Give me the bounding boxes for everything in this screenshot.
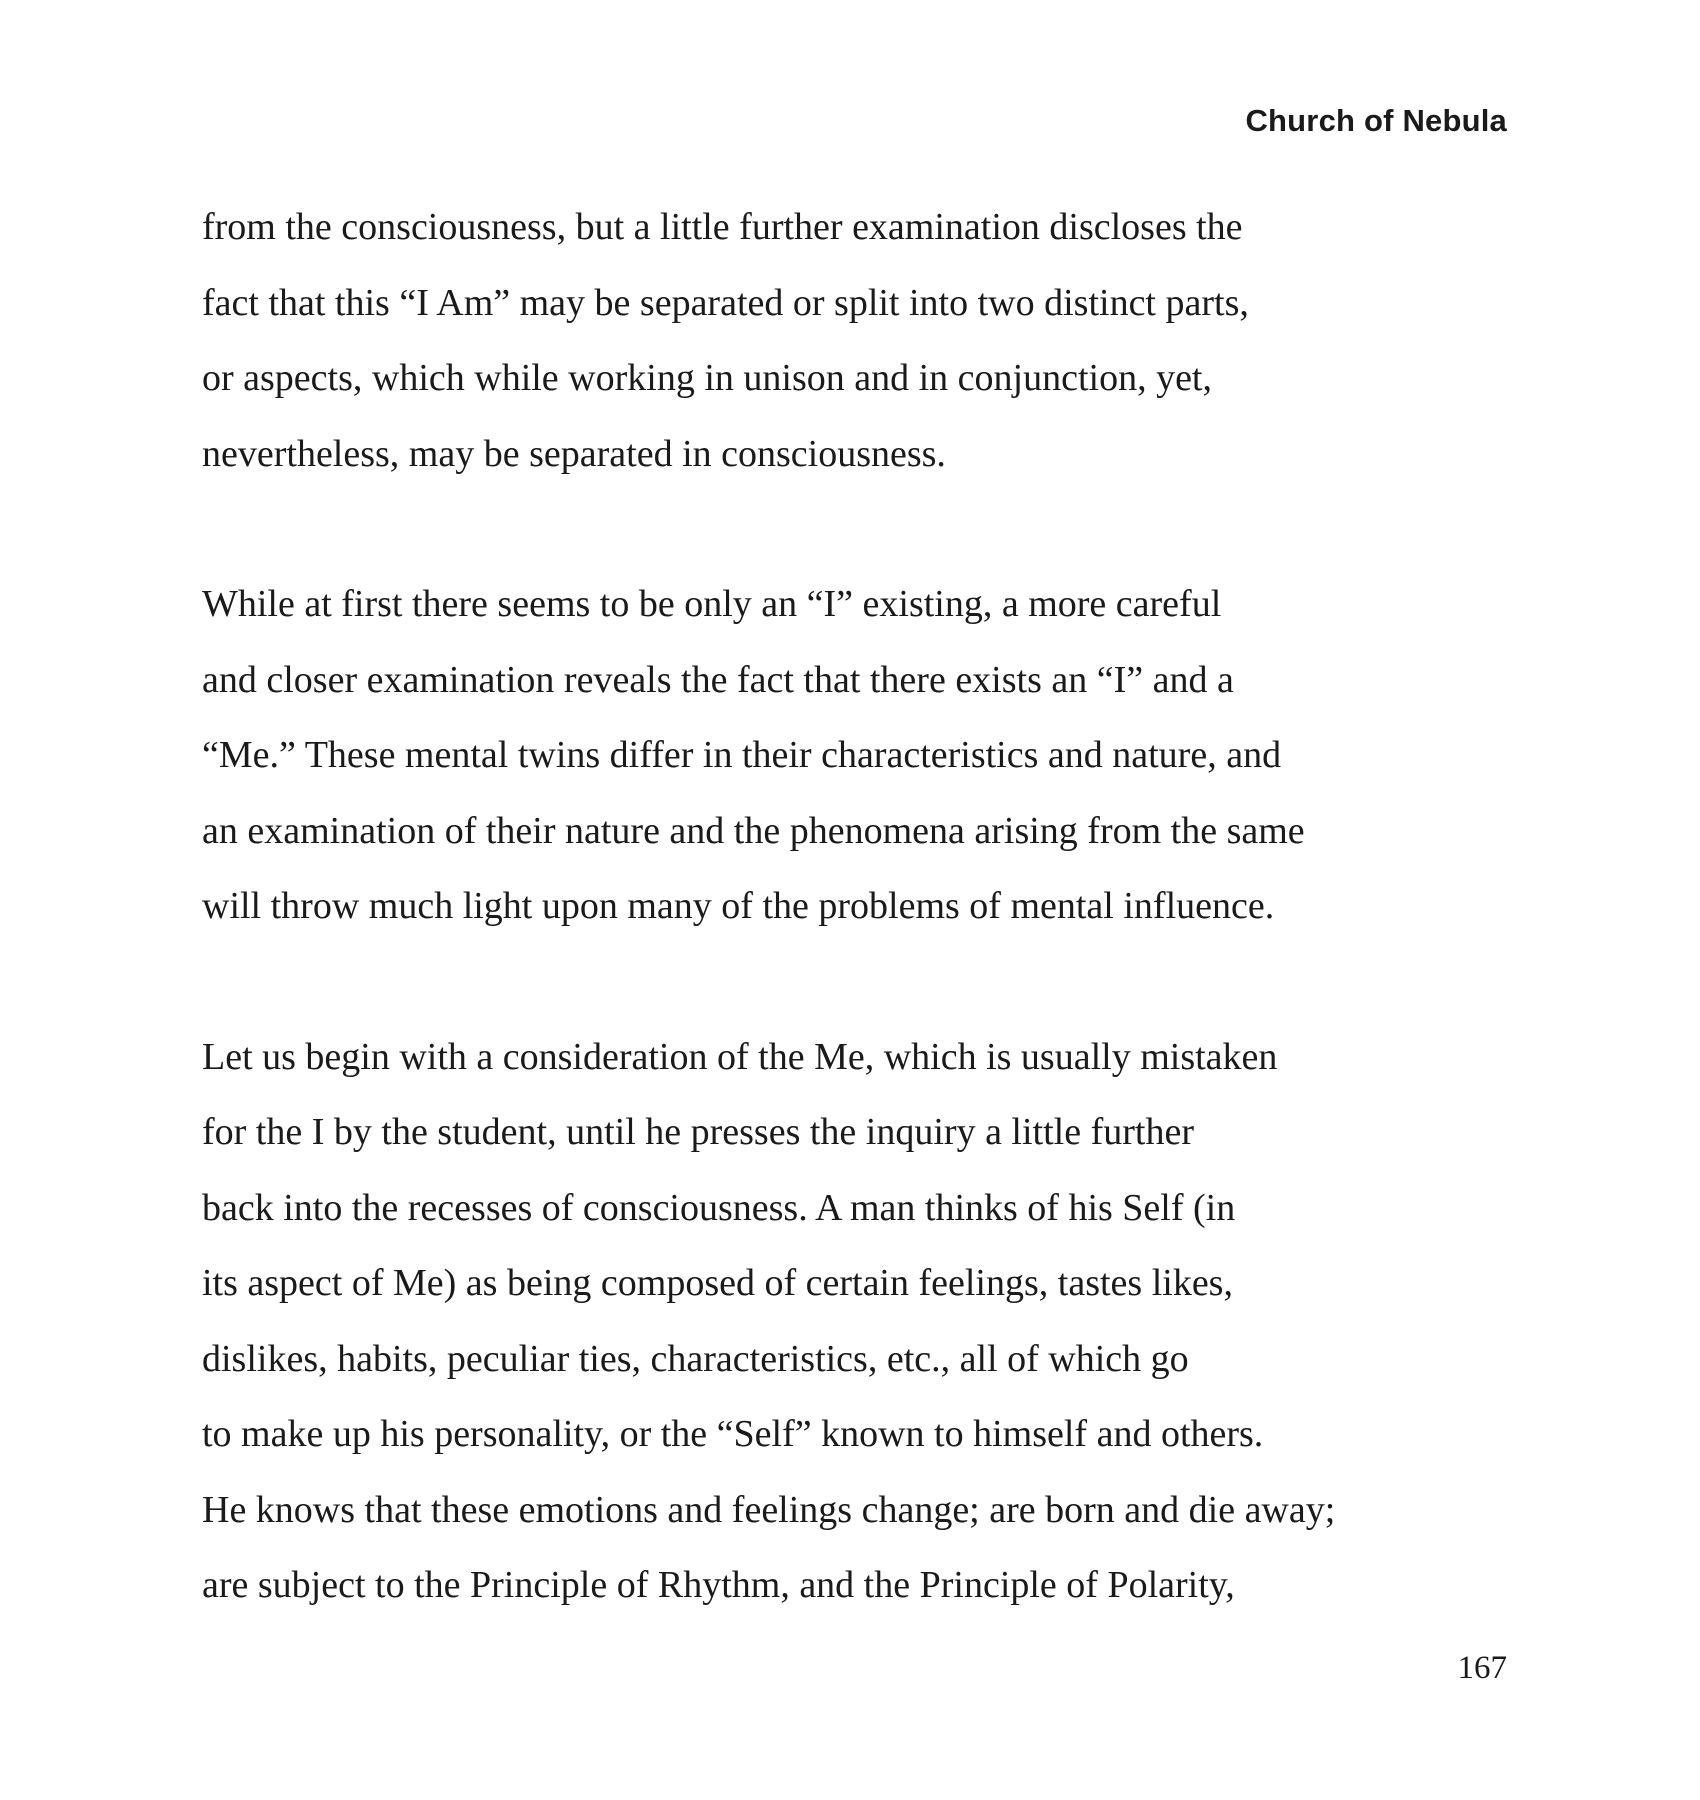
text-line: While at first there seems to be only an “I” existing, a more careful xyxy=(202,583,1222,625)
paragraph-1 xyxy=(202,190,1522,492)
running-header: Church of Nebula xyxy=(1245,103,1507,138)
text-line: dislikes, habits, peculiar ties, characteristics, etc., all of which go xyxy=(202,1337,1189,1380)
body-text xyxy=(202,190,1522,1699)
paragraph-2 xyxy=(202,567,1522,945)
text-line: He knows that these emotions and feelings change; are born and die away; xyxy=(202,1488,1336,1531)
text-line: for the I by the student, until he presses the inquiry a little further xyxy=(202,1111,1194,1153)
text-line: will throw much light upon many of the problems of mental influence. xyxy=(202,885,1275,927)
text-line: nevertheless, may be separated in consciousness. xyxy=(202,432,946,475)
text-line: back into the recesses of consciousness. A man thinks of his Self (in xyxy=(202,1186,1236,1229)
text-line: Let us begin with a consideration of the Me, which is usually mistaken xyxy=(202,1035,1278,1078)
text-line: are subject to the Principle of Rhythm, and the Principle of Polarity, xyxy=(202,1564,1235,1606)
paragraph-3 xyxy=(202,1020,1522,1624)
text-line: its aspect of Me) as being composed of certain feelings, tastes likes, xyxy=(202,1262,1233,1304)
text-line: from the consciousness, but a little further examination discloses the xyxy=(202,206,1243,248)
text-line: an examination of their nature and the phenomena arising from the same xyxy=(202,809,1305,852)
text-line: “Me.” These mental twins differ in their characteristics and nature, and xyxy=(202,734,1282,776)
text-line: to make up his personality, or the “Self” known to himself and others. xyxy=(202,1413,1264,1455)
page-number: 167 xyxy=(1457,1650,1507,1686)
text-line: and closer examination reveals the fact that there exists an “I” and a xyxy=(202,658,1234,701)
text-line: fact that this “I Am” may be separated or split into two distinct parts, xyxy=(202,281,1249,324)
text-line: or aspects, which while working in unison and in conjunction, yet, xyxy=(202,357,1212,399)
